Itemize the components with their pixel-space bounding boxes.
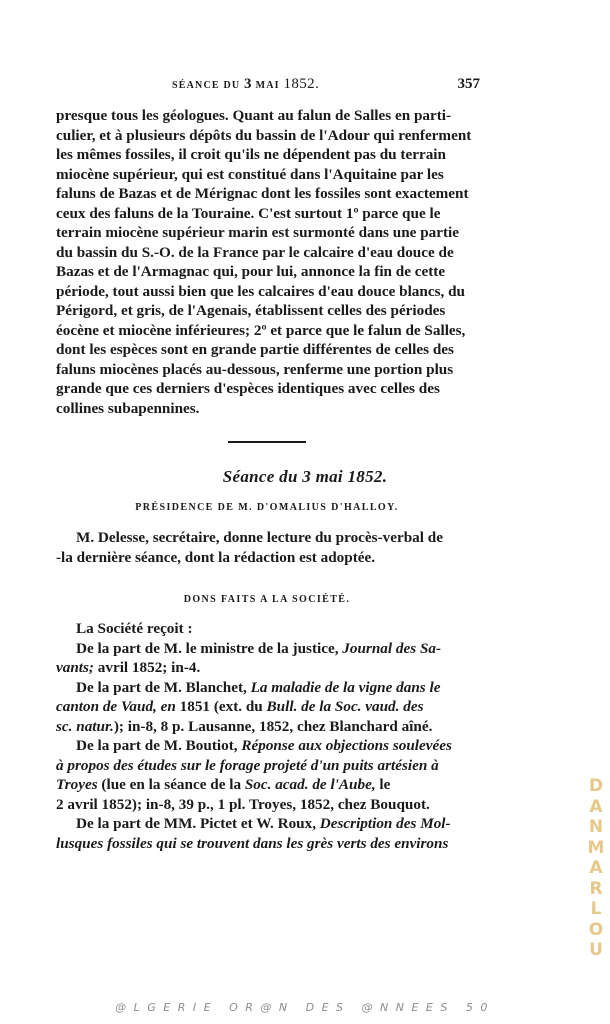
donation-text: De la part de MM. Pictet et W. Roux, <box>76 815 320 832</box>
text-line: éocène et miocène inférieures; 2º et parce que le falun de Salles, <box>56 321 466 339</box>
text-line: Bazas et de l'Armagnac qui, pour lui, annonce la fin de cette <box>56 263 446 280</box>
watermark-letter: D <box>588 776 604 796</box>
text-line: Périgord, et gris, de l'Agenais, établissent celles des périodes <box>56 302 446 319</box>
continuation-paragraph <box>56 106 478 418</box>
text-line: faluns de Bazas et de Mérignac dont les fossiles sont exactement <box>56 185 469 202</box>
donation-item <box>56 697 478 717</box>
text-line: grande que ces derniers d'espèces identiques avec celles des <box>56 380 440 397</box>
section-title: Séance du 3 mai 1852. <box>222 467 388 486</box>
donation-title: vants; <box>56 659 94 676</box>
text-line: terrain miocène supérieur marin est surmonté dans une partie <box>56 224 459 241</box>
donation-text: De la part de M. le ministre de la justice, <box>76 639 343 657</box>
donation-item <box>56 736 478 756</box>
running-header <box>130 76 480 96</box>
section-divider <box>228 441 306 443</box>
donation-item <box>56 814 478 834</box>
donation-item <box>56 678 478 698</box>
running-head-part: 3 <box>244 76 252 92</box>
donation-title: Bull. de la Soc. vaud. des <box>266 698 424 715</box>
donation-text: le <box>375 776 391 793</box>
donation-item <box>56 834 478 854</box>
watermark-letter: A <box>589 858 603 878</box>
donation-text: ); in-8, 8 p. Lausanne, 1852, chez Blanchard aîné. <box>113 717 433 735</box>
donation-title: lusques fossiles qui se trouvent dans les grès verts des environs <box>56 834 449 852</box>
text-line: miocène supérieur, qui est constitué dans l'Aquitaine par les <box>56 165 444 183</box>
text-line: période, tout aussi bien que les calcaires d'eau douce blancs, du <box>56 282 465 300</box>
donation-text: De la part de M. Boutiot, <box>76 737 242 754</box>
text-line: du bassin du S.-O. de la France par le calcaire d'eau douce de <box>56 243 454 261</box>
watermark-letter: N <box>588 817 604 837</box>
text-line: dont les espèces sont en grande partie différentes de celles des <box>56 341 454 358</box>
donation-title: canton de Vaud, en <box>56 698 176 715</box>
donation-title: Journal des Sa- <box>342 639 442 657</box>
watermark-letter: A <box>589 796 603 817</box>
donation-item <box>56 658 478 678</box>
watermark-letter: L <box>590 899 602 919</box>
vertical-watermark <box>586 776 606 961</box>
donation-title: Troyes <box>56 776 98 793</box>
donation-title: Soc. acad. de l'Aube, <box>244 776 376 793</box>
minutes-paragraph <box>56 528 478 567</box>
donation-title: à propos des études sur le forage projeté d'un puits artésien à <box>56 756 439 774</box>
donation-item <box>56 639 478 659</box>
text-line: faluns miocènes placés au-dessous, renferme une portion plus <box>56 360 454 378</box>
dons-heading: DONS FAITS A LA SOCIÉTÉ. <box>183 594 351 605</box>
text-line: les mêmes fossiles, il croit qu'ils ne dépendent pas du terrain <box>56 146 446 163</box>
text-line: presque tous les géologues. Quant au falun de Salles en parti- <box>56 107 452 124</box>
presidence-line: PRÉSIDENCE DE M. D'OMALIUS D'HALLOY. <box>135 502 399 513</box>
text-line: culier, et à plusieurs dépôts du bassin de l'Adour qui renferment <box>56 126 472 144</box>
text-line: -la dernière séance, dont la rédaction est adoptée. <box>56 548 376 566</box>
text-line: collines subapennines. <box>56 399 200 417</box>
running-head <box>172 76 319 93</box>
running-head-part: 1852. <box>283 76 320 92</box>
donation-title: Description des Mol- <box>319 815 451 832</box>
donation-text: De la part de M. Blanchet, <box>76 678 251 696</box>
watermark-letter: R <box>589 878 603 899</box>
donation-text: (lue en la séance de la <box>97 776 245 793</box>
watermark-letter: M <box>587 837 605 858</box>
recoit-line: La Société reçoit : <box>76 620 193 637</box>
donation-title: La maladie de la vigne dans le <box>250 678 441 696</box>
watermark-letter: O <box>588 919 604 940</box>
footer-watermark: @LGERIE OR@N DES @NNEES 50 <box>115 1001 495 1014</box>
donations-list <box>56 619 478 853</box>
donation-title: sc. natur. <box>56 717 114 735</box>
donation-text: 1851 (ext. du <box>175 698 267 715</box>
donation-title: Réponse aux objections soulevées <box>241 737 452 754</box>
running-head-part: MAI <box>251 80 284 91</box>
text-line: ceux des faluns de la Touraine. C'est surtout 1º parce que le <box>56 204 441 222</box>
running-head-part: SÉANCE DU <box>172 80 245 91</box>
donation-text: avril 1852; in-4. <box>93 659 201 676</box>
text-line: M. Delesse, secrétaire, donne lecture du procès-verbal de <box>76 529 443 546</box>
watermark-letter: U <box>589 940 603 960</box>
page-number: 357 <box>457 76 480 92</box>
donation-item: 2 avril 1852); in-8, 39 p., 1 pl. Troyes, 1852, chez Bouquot. <box>56 795 430 813</box>
donation-item <box>56 756 478 776</box>
donation-item <box>56 775 478 795</box>
donation-item <box>56 717 478 737</box>
